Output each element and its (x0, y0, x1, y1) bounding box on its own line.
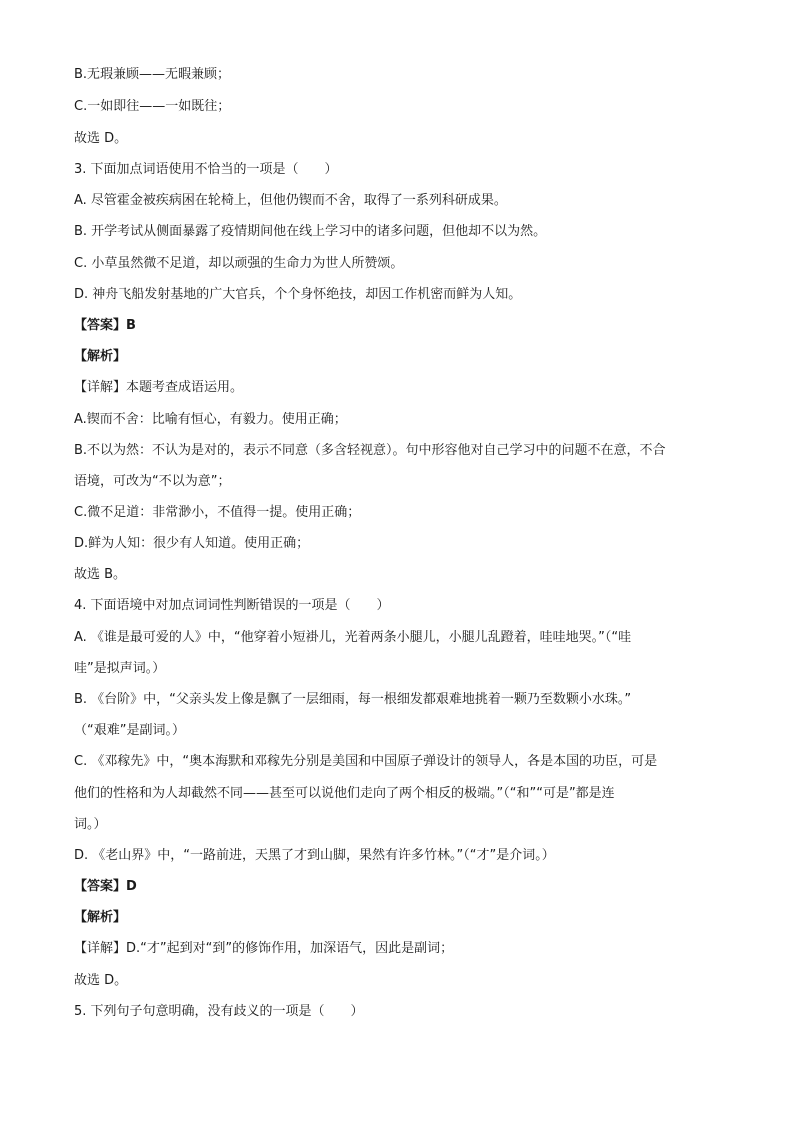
text-line: 故选 D。 (74, 973, 128, 988)
text-line: A.锲而不舍：比喻有恒心，有毅力。使用正确； (74, 412, 347, 427)
text-line: C.一如即往——一如既往； (74, 99, 231, 114)
text-line: 故选 B。 (74, 567, 127, 582)
text-line: B.无瑕兼顾——无暇兼顾； (74, 67, 231, 82)
text-line: 【详解】D.“才”起到对“到”的修饰作用，加深语气，因此是副词； (74, 941, 454, 956)
text-line: B. 《台阶》中，“父亲头发上像是飘了一层细雨，每一根细发都艰难地挑着一颗乃至数颗小水珠。” (74, 692, 632, 707)
text-line: 5. 下列句子句意明确，没有歧义的一项是（ ） (74, 1004, 364, 1019)
text-line: C. 《邓稼先》中，“奥本海默和邓稼先分别是美国和中国原子弹设计的领导人，各是本国的功臣，可是 (74, 754, 658, 769)
text-line: 故选 D。 (74, 131, 128, 146)
text-line: D. 《老山界》中，“一路前进，天黑了才到山脚，果然有许多竹林。”（“才”是介词。） (74, 848, 555, 863)
text-line: 哇”是拟声词。） (74, 661, 166, 676)
text-line: A. 尽管霍金被疾病困在轮椅上，但他仍锲而不舍，取得了一系列科研成果。 (74, 193, 507, 208)
text-line: 4. 下面语境中对加点词词性判断错误的一项是（ ） (74, 598, 390, 613)
text-line: 【解析】 (74, 910, 127, 925)
text-line: B. 开学考试从侧面暴露了疫情期间他在线上学习中的诸多问题，但他却不以为然。 (74, 224, 547, 239)
text-line: 【详解】本题考查成语运用。 (74, 380, 244, 395)
text-line: A. 《谁是最可爱的人》中，“他穿着小短褂儿，光着两条小腿儿，小腿儿乱蹬着，哇哇地哭。”（“哇 (74, 630, 632, 645)
text-line: D. 神舟飞船发射基地的广大官兵，个个身怀绝技，却因工作机密而鲜为人知。 (74, 287, 522, 302)
text-line: 他们的性格和为人却截然不同——甚至可以说他们走向了两个相反的极端。”（“和”“可是”都是连 (74, 786, 615, 801)
text-line: 【答案】B (74, 318, 136, 333)
text-line: C. 小草虽然微不足道，却以顽强的生命力为世人所赞颂。 (74, 256, 404, 271)
text-line: 词。） (74, 817, 107, 832)
text-line: D.鲜为人知：很少有人知道。使用正确； (74, 536, 310, 551)
text-line: （“艰难”是副词。） (74, 723, 185, 738)
text-line: 【答案】D (74, 879, 137, 894)
text-line: 语境，可改为“不以为意”； (74, 474, 231, 489)
text-line: B.不以为然：不认为是对的，表示不同意（多含轻视意）。句中形容他对自己学习中的问题不在意，不合 (74, 443, 666, 458)
text-line: 3. 下面加点词语使用不恰当的一项是（ ） (74, 162, 338, 177)
text-line: C.微不足道：非常渺小，不值得一提。使用正确； (74, 505, 361, 520)
text-line: 【解析】 (74, 349, 127, 364)
